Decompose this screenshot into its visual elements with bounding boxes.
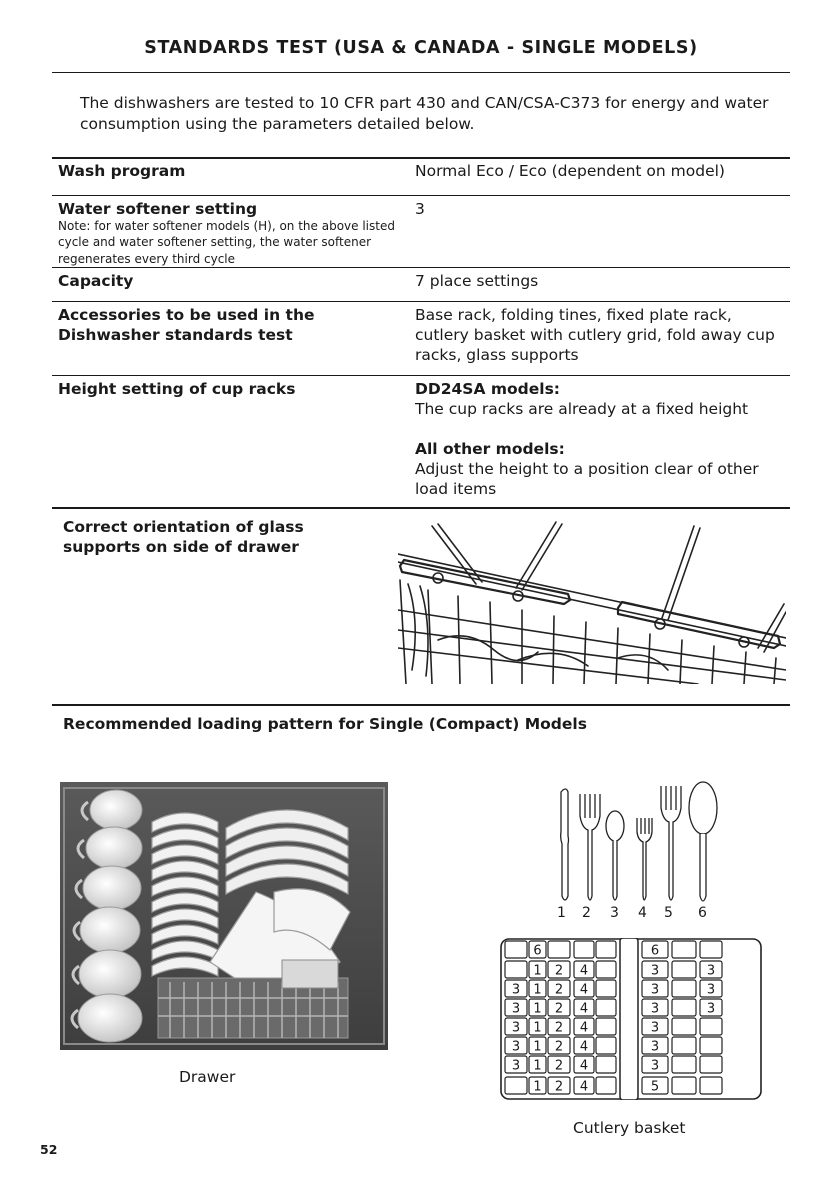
wash-program-value: Normal Eco / Eco (dependent on model) [415, 162, 725, 180]
water-softener-value: 3 [415, 200, 425, 218]
basket-cell [505, 961, 527, 978]
basket-cell-number: 6 [533, 943, 542, 959]
basket-cell-number: 3 [650, 1020, 660, 1036]
row-divider [52, 507, 790, 509]
cutlery-items-illustration [548, 778, 728, 908]
basket-cell-number: 4 [579, 1058, 589, 1074]
basket-cell-number: 2 [554, 1079, 564, 1095]
basket-cell-number: 4 [579, 982, 589, 998]
basket-cell [672, 1037, 696, 1054]
basket-cell-number: 3 [650, 1001, 660, 1017]
basket-cell [672, 980, 696, 997]
basket-cell [574, 941, 594, 958]
basket-cell-number: 2 [554, 1039, 564, 1055]
basket-cell-number: 2 [554, 1020, 564, 1036]
basket-cell-number: 3 [706, 982, 716, 998]
basket-cell-number: 2 [554, 982, 564, 998]
capacity-value: 7 place settings [415, 272, 539, 290]
basket-cell-number: 3 [511, 1058, 521, 1074]
basket-cell [700, 1056, 722, 1073]
row-divider [52, 704, 790, 706]
basket-cell-number: 3 [650, 982, 660, 998]
basket-cell-number: 3 [511, 1001, 521, 1017]
glass-supports-label: Correct orientation of glass supports on side of drawer [63, 518, 304, 556]
basket-cell [672, 1077, 696, 1094]
basket-cell [596, 1018, 616, 1035]
basket-cell [596, 999, 616, 1016]
cutlery-number-4: 4 [638, 905, 647, 921]
glass-supports-illustration [398, 520, 786, 684]
basket-cell [672, 1018, 696, 1035]
cup-racks-label: Height setting of cup racks [58, 380, 296, 398]
basket-cell-number: 3 [511, 1039, 521, 1055]
basket-cell [672, 961, 696, 978]
accessories-label: Accessories to be used in the Dishwasher standards test [58, 306, 315, 344]
row-divider [52, 195, 790, 196]
drawer-caption: Drawer [179, 1068, 236, 1086]
title-divider [52, 72, 790, 73]
basket-cell [700, 1018, 722, 1035]
cutlery-number-2: 2 [582, 905, 591, 921]
table-top-rule [52, 157, 790, 159]
intro-paragraph: The dishwashers are tested to 10 CFR part 430 and CAN/CSA-C373 for energy and water consumption using the parameters detailed below. [80, 94, 769, 133]
row-divider [52, 375, 790, 376]
row-divider [52, 267, 790, 268]
basket-cell-number: 2 [554, 963, 564, 979]
basket-cell [672, 1056, 696, 1073]
cutlery-number-6: 6 [698, 905, 707, 921]
basket-cell-number: 4 [579, 1079, 589, 1095]
basket-cell-number: 4 [579, 963, 589, 979]
basket-cell [672, 999, 696, 1016]
basket-cell-number: 1 [533, 963, 542, 979]
basket-cell [596, 961, 616, 978]
cutlery-basket-grid [500, 938, 762, 1100]
basket-cell-number: 3 [650, 1058, 660, 1074]
loading-heading: Recommended loading pattern for Single (Compact) Models [63, 715, 587, 733]
basket-cell-number: 1 [533, 982, 542, 998]
basket-cell-number: 3 [706, 963, 716, 979]
basket-cell-number: 1 [533, 1058, 542, 1074]
water-softener-label: Water softener setting [58, 200, 258, 218]
basket-cell-number: 2 [554, 1058, 564, 1074]
basket-cell-number: 3 [511, 982, 521, 998]
basket-cell-number: 4 [579, 1039, 589, 1055]
page-number: 52 [40, 1142, 58, 1157]
dd24-heading: DD24SA models: [415, 380, 561, 398]
basket-cell-number: 6 [650, 943, 660, 959]
basket-cell-number: 3 [706, 1001, 716, 1017]
page-title: STANDARDS TEST (USA & CANADA - SINGLE MODELS) [144, 38, 698, 58]
water-softener-note: Note: for water softener models (H), on the above listed cycle and water softener setting, the water softener regenerates every third cycle [58, 219, 395, 266]
other-models-heading: All other models: [415, 440, 565, 458]
basket-cell [548, 941, 570, 958]
basket-cell-number: 4 [579, 1020, 589, 1036]
other-models-text: Adjust the height to a position clear of other load items [415, 460, 759, 498]
basket-cell [596, 941, 616, 958]
cutlery-number-1: 1 [557, 905, 566, 921]
basket-cell-number: 5 [650, 1079, 660, 1095]
cutlery-number-3: 3 [610, 905, 619, 921]
basket-cell [672, 941, 696, 958]
cutlery-basket-caption: Cutlery basket [573, 1119, 686, 1137]
basket-cell [700, 941, 722, 958]
basket-cell [505, 1077, 527, 1094]
dd24-text: The cup racks are already at a fixed height [415, 400, 749, 418]
drawer-photo [60, 782, 388, 1050]
basket-cell [596, 1037, 616, 1054]
basket-cell-number: 3 [511, 1020, 521, 1036]
basket-cell [700, 1077, 722, 1094]
row-divider [52, 301, 790, 302]
basket-cell-number: 1 [533, 1001, 542, 1017]
capacity-label: Capacity [58, 272, 134, 290]
basket-cell-number: 3 [650, 1039, 660, 1055]
basket-cell-number: 4 [579, 1001, 589, 1017]
basket-cell [596, 1056, 616, 1073]
cutlery-basket [500, 938, 762, 1100]
wash-program-label: Wash program [58, 162, 186, 180]
basket-handle [620, 938, 638, 1100]
basket-cell-number: 1 [533, 1020, 542, 1036]
basket-cell [596, 1077, 616, 1094]
basket-cell-number: 1 [533, 1039, 542, 1055]
cutlery-number-5: 5 [664, 905, 673, 921]
accessories-value: Base rack, folding tines, fixed plate rack, cutlery basket with cutlery grid, fold away cup racks, glass supports [415, 306, 775, 364]
basket-cell [596, 980, 616, 997]
basket-cell-number: 2 [554, 1001, 564, 1017]
basket-cell [505, 941, 527, 958]
basket-cell-number: 3 [650, 963, 660, 979]
basket-cell [700, 1037, 722, 1054]
basket-cell-number: 1 [533, 1079, 542, 1095]
